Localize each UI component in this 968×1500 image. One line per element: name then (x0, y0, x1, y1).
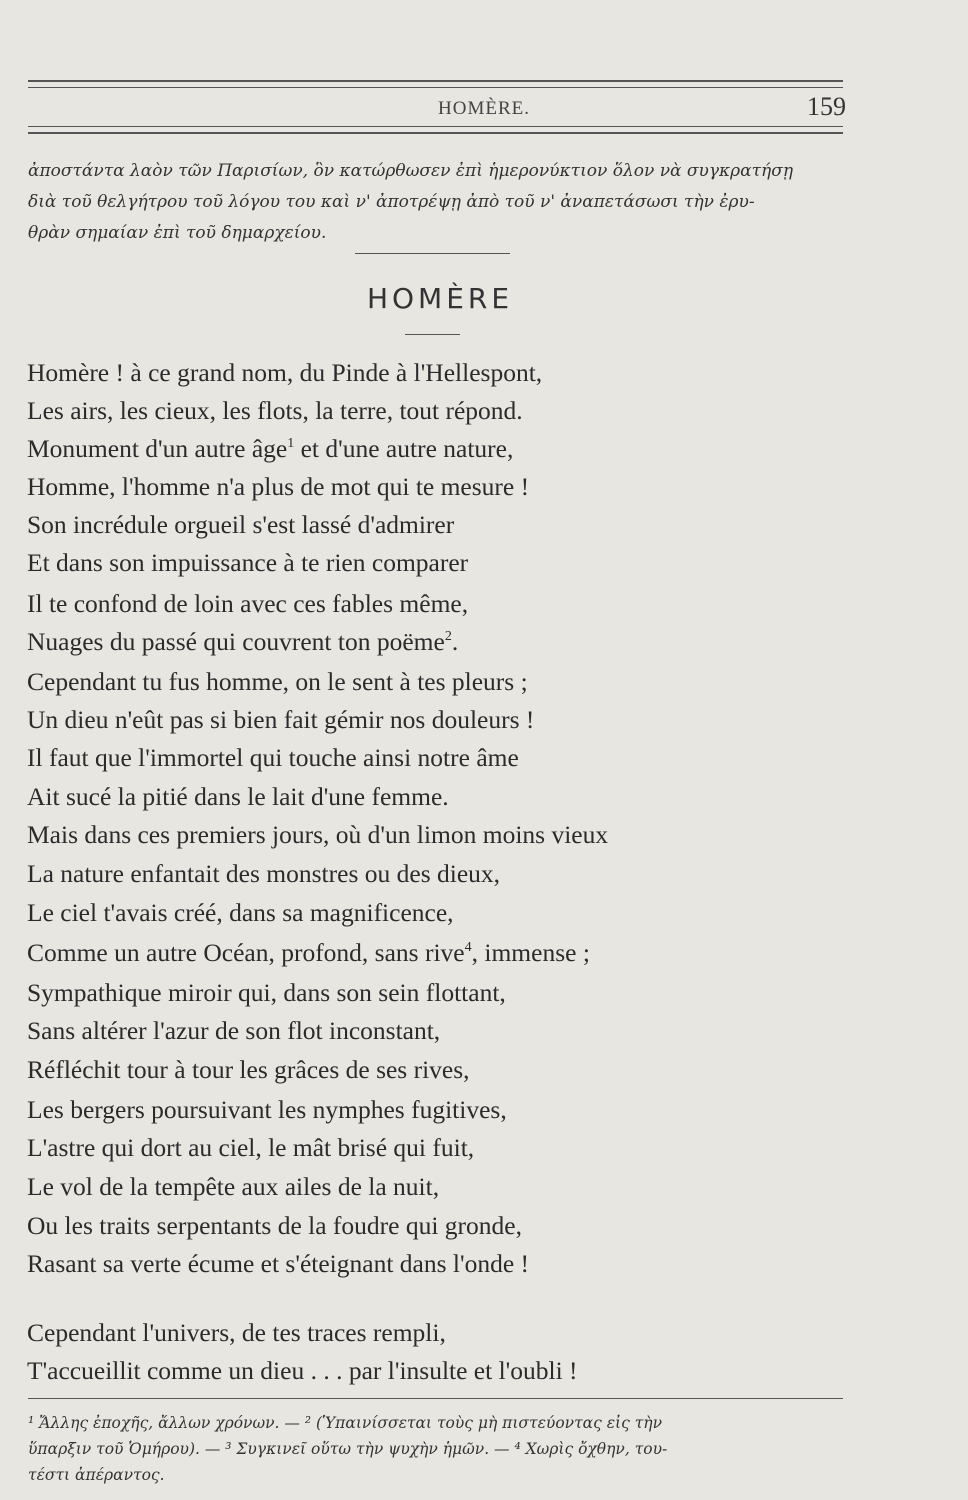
poem-title: HOMÈRE (366, 282, 514, 315)
verse-line: Rasant sa verte écume et s'éteignant dans l'onde ! (27, 1249, 530, 1278)
verse-line: L'astre qui dort au ciel, le mât brisé qui fuit, (27, 1133, 475, 1162)
footnote-rule (28, 1398, 843, 1399)
verse-line: Il te confond de loin avec ces fables même, (27, 589, 469, 618)
verse-text: Monument d'un autre âge (27, 434, 288, 463)
header-rule-top (28, 80, 843, 82)
header-rule-top-thin (28, 87, 843, 88)
verse-line: Réfléchit tour à tour les grâces de ses rives, (27, 1055, 470, 1084)
verse-line: Les airs, les cieux, les flots, la terre, tout répond. (27, 396, 523, 425)
footnote-marker: 4 (464, 940, 472, 955)
verse-line: Le vol de la tempête aux ailes de la nuit, (27, 1172, 440, 1201)
section-separator (355, 253, 510, 254)
verse-line (27, 938, 867, 968)
verse-line: Et dans son impuissance à te rien comparer (27, 548, 469, 577)
header-rule-bottom-thick (28, 132, 843, 134)
greek-intro-paragraph (28, 156, 848, 249)
footnotes (28, 1410, 858, 1488)
verse-text: et d'une autre nature, (294, 434, 514, 463)
verse-text: Comme un autre Océan, profond, sans rive (27, 938, 465, 967)
verse-line (27, 434, 867, 464)
verse-text: Nuages du passé qui couvrent ton poëme (27, 627, 445, 656)
footnote-line: ὕπαρξιν τοῦ Ὁμήρου). — ³ Συγκινεῖ οὕτω τὴν ψυχὴν ἡμῶν. — ⁴ Χωρὶς ὄχθην, του- (28, 1440, 668, 1458)
greek-line: θρὰν σημαίαν ἐπὶ τοῦ δημαρχείου. (28, 223, 327, 243)
verse-line: Il faut que l'immortel qui touche ainsi notre âme (27, 743, 519, 772)
verse-line: Homère ! à ce grand nom, du Pinde à l'Hellespont, (27, 358, 543, 387)
running-head-title: HOMÈRE. (438, 98, 530, 119)
verse-line: Un dieu n'eût pas si bien fait gémir nos douleurs ! (27, 705, 535, 734)
verse-line: La nature enfantait des monstres ou des dieux, (27, 859, 501, 888)
greek-line: ἀποστάντα λαὸν τῶν Παρισίων, ὃν κατώρθωσεν ἐπὶ ἡμερονύκτιον ὅλον νὰ συγκρατήσῃ (28, 161, 794, 181)
title-underline (405, 334, 460, 335)
verse-text: . (451, 627, 459, 656)
footnote-line: τέστι ἀπέραντος. (28, 1466, 165, 1484)
verse-line: Sympathique miroir qui, dans son sein flottant, (27, 978, 506, 1007)
verse-line: Mais dans ces premiers jours, où d'un limon moins vieux (27, 820, 609, 849)
verse-line: Homme, l'homme n'a plus de mot qui te mesure ! (27, 472, 530, 501)
verse-line: Le ciel t'avais créé, dans sa magnificence, (27, 898, 454, 927)
verse-line: Ait sucé la pitié dans le lait d'une femme. (27, 782, 449, 811)
page-number: 159 (807, 92, 846, 121)
verse-line: Cependant tu fus homme, on le sent à tes pleurs ; (27, 667, 528, 696)
verse-line: Cependant l'univers, de tes traces rempli, (27, 1318, 446, 1347)
verse-line: Sans altérer l'azur de son flot inconstant, (27, 1016, 441, 1045)
verse-text: , immense ; (471, 938, 590, 967)
verse-line: Les bergers poursuivant les nymphes fugitives, (27, 1095, 507, 1124)
footnote-line: ¹ Ἄλλης ἐποχῆς, ἄλλων χρόνων. — ² (Ὑπαινίσσεται τοὺς μὴ πιστεύοντας εἰς τὴν (28, 1414, 663, 1432)
verse-line: Ou les traits serpentants de la foudre qui gronde, (27, 1211, 522, 1240)
verse-line: T'accueillit comme un dieu . . . par l'insulte et l'oubli ! (27, 1356, 578, 1385)
greek-line: διὰ τοῦ θελγήτρου τοῦ λόγου του καὶ ν' ἀποτρέψῃ ἀπὸ τοῦ ν' ἀναπετάσωσι τὴν ἐρυ- (28, 192, 755, 212)
verse-line (27, 627, 867, 657)
footnote-marker: 2 (444, 629, 452, 644)
footnote-marker: 1 (287, 436, 295, 451)
verse-line: Son incrédule orgueil s'est lassé d'admirer (27, 510, 455, 539)
header-rule-bottom (28, 126, 843, 127)
